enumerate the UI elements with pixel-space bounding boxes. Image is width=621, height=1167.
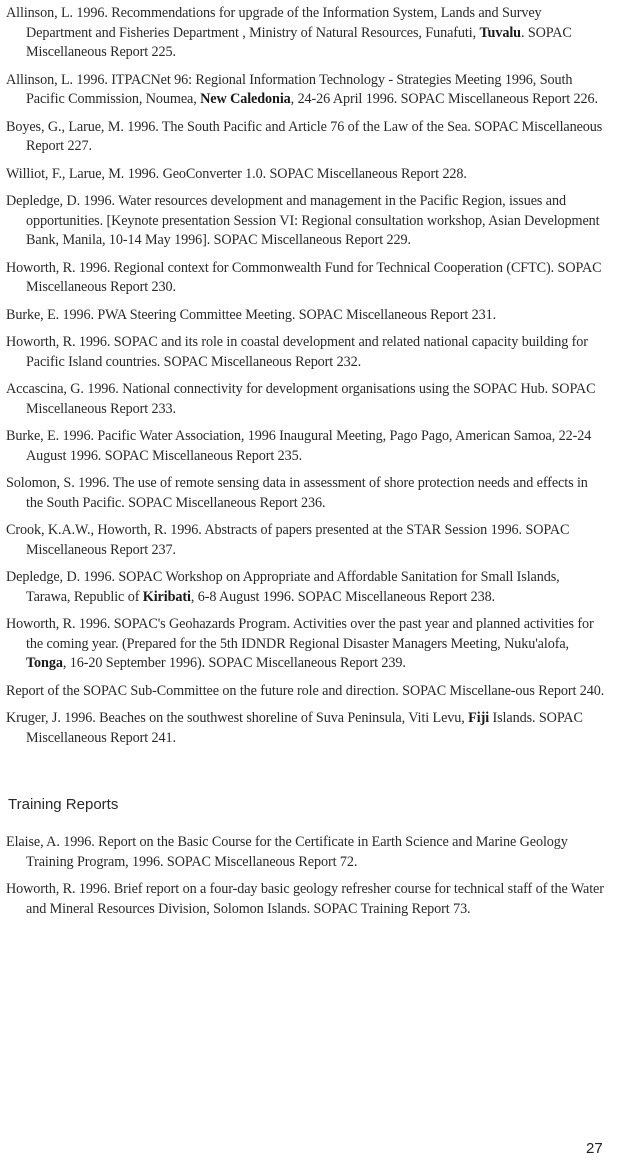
reference-entry (6, 880, 606, 919)
reference-entry (6, 259, 606, 298)
reference-text: Depledge, D. 1996. SOPAC Workshop on Appropriate and Affordable Sanitation for Small Islands, Tarawa, Republic of (6, 569, 560, 605)
reference-text: Report of the SOPAC Sub-Committee on the future role and direction. SOPAC Miscellane-ous Report 240. (6, 682, 605, 699)
country-name-bold: Kiribati (142, 588, 191, 605)
reference-text: Crook, K.A.W., Howorth, R. 1996. Abstracts of papers presented at the STAR Session 1996. SOPAC Miscellaneous Report 237. (6, 522, 570, 558)
reference-entry (6, 568, 606, 607)
country-name-bold: Fiji (468, 710, 490, 726)
reference-entry (6, 682, 606, 702)
reference-entry (6, 521, 606, 560)
reference-entry (6, 709, 606, 748)
reference-entry (6, 118, 606, 157)
reference-entry (6, 474, 606, 513)
reference-text: Kruger, J. 1996. Beaches on the southwest shoreline of Suva Peninsula, Viti Levu, (6, 710, 469, 726)
reference-text: Howorth, R. 1996. SOPAC's Geohazards Program. Activities over the past year and planned activities for the coming year. (Prepared for the 5th IDNDR Regional Disaster Managers Meeting, Nuku'alofa, (6, 616, 594, 652)
reference-text: Allinson, L. 1996. ITPACNet 96: Regional Information Technology - Strategies Meeting 1996, South Pacific Commission, Noumea, (6, 71, 573, 107)
reference-entry (6, 192, 606, 251)
reference-entry (6, 71, 606, 110)
document-page (6, 4, 606, 927)
reference-entry (6, 833, 606, 872)
reference-text: Williot, F., Larue, M. 1996. GeoConverter 1.0. SOPAC Miscellaneous Report 228. (6, 165, 467, 182)
reference-text: Burke, E. 1996. PWA Steering Committee Meeting. SOPAC Miscellaneous Report 231. (6, 306, 497, 323)
reference-text: Howorth, R. 1996. Brief report on a four-day basic geology refresher course for technical staff of the Water and Mineral Resources Division, Solomon Islands. SOPAC Training Report 73. (6, 881, 604, 917)
page-number: 27 (586, 1140, 603, 1157)
reference-text-tail: , 16-20 September 1996). SOPAC Miscellaneous Report 239. (62, 655, 406, 671)
miscellaneous-reports-list (6, 4, 606, 748)
reference-entry (6, 306, 606, 326)
country-name-bold: Tuvalu (479, 24, 521, 41)
reference-text: Allinson, L. 1996. Recommendations for upgrade of the Information System, Lands and Survey Department and Fisheries Department , Ministry of Natural Resources, Funafuti, (6, 5, 542, 41)
section-heading-training-reports: Training Reports (8, 796, 119, 813)
reference-text: Solomon, S. 1996. The use of remote sensing data in assessment of shore protection needs and effects in the South Pacific. SOPAC Miscellaneous Report 236. (6, 475, 588, 511)
country-name-bold: Tonga (26, 655, 63, 671)
reference-text-tail: Islands. SOPAC Miscellaneous Report 241. (26, 710, 583, 746)
reference-text: Accascina, G. 1996. National connectivity for development organisations using the SOPAC Hub. SOPAC Miscellaneous Report 233. (6, 381, 596, 417)
reference-text: Howorth, R. 1996. Regional context for Commonwealth Fund for Technical Cooperation (CFTC). SOPAC Miscellaneous Report 230. (6, 259, 602, 295)
reference-entry (6, 333, 606, 372)
reference-entry (6, 427, 606, 466)
reference-text: Elaise, A. 1996. Report on the Basic Course for the Certificate in Earth Science and Marine Geology Training Program, 1996. SOPAC Miscellaneous Report 72. (6, 834, 568, 870)
reference-entry (6, 615, 606, 674)
reference-text-tail: . SOPAC Miscellaneous Report 225. (26, 24, 572, 60)
reference-text: Depledge, D. 1996. Water resources development and management in the Pacific Region, issues and opportunities. [Keynote presentation Session VI: Regional consultation workshop, Asian Development Bank, Manila, 10-14 May 1996]. SOPAC Miscellaneous Report 229. (6, 193, 600, 248)
reference-entry (6, 380, 606, 419)
training-reports-list (6, 833, 606, 919)
reference-entry (6, 165, 606, 185)
reference-text-tail: , 6-8 August 1996. SOPAC Miscellaneous Report 238. (190, 588, 496, 605)
reference-text-tail: , 24-26 April 1996. SOPAC Miscellaneous Report 226. (290, 91, 598, 107)
country-name-bold: New Caledonia (200, 91, 291, 107)
reference-text: Boyes, G., Larue, M. 1996. The South Pacific and Article 76 of the Law of the Sea. SOPAC Miscellaneous Report 227. (6, 118, 603, 154)
reference-entry (6, 4, 606, 63)
reference-text: Howorth, R. 1996. SOPAC and its role in coastal development and related national capacity building for Pacific Island countries. SOPAC Miscellaneous Report 232. (6, 334, 588, 370)
reference-text: Burke, E. 1996. Pacific Water Association, 1996 Inaugural Meeting, Pago Pago, American Samoa, 22-24 August 1996. SOPAC Miscellaneous Report 235. (6, 428, 592, 464)
